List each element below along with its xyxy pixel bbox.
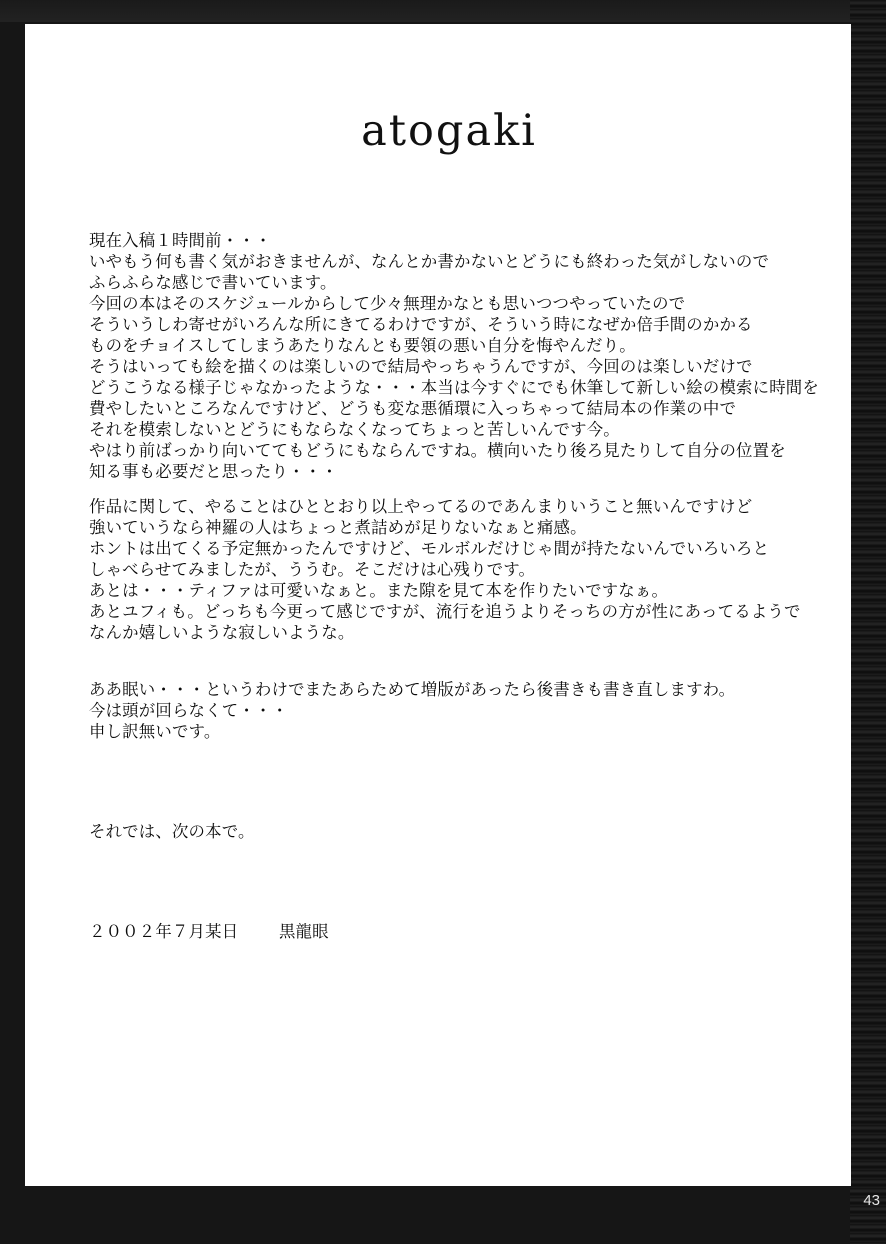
text-line: いやもう何も書く気がおきませんが、なんとか書かないとどうにも終わった気がしないので [89, 252, 770, 271]
text-line: 強いていうなら神羅の人はちょっと煮詰めが足りないなぁと痛感。 [89, 518, 587, 537]
text-line: なんか嬉しいような寂しいような。 [89, 623, 355, 642]
signature-date: ２００２年７月某日 [89, 922, 239, 941]
text-line: 今回の本はそのスケジュールからして少々無理かなとも思いつつやっていたので [89, 294, 686, 313]
text-line: やはり前ばっかり向いててもどうにもならんですね。横向いたり後ろ見たりして自分の位置を [89, 441, 786, 460]
page-title: atogaki [361, 106, 537, 156]
text-line: あとは・・・ティファは可愛いなぁと。また隙を見て本を作りたいですなぁ。 [89, 581, 669, 600]
text-line: そういうしわ寄せがいろんな所にきてるわけですが、そういう時になぜか倍手間のかかる [89, 315, 753, 334]
text-line: 知る事も必要だと思ったり・・・ [89, 462, 338, 481]
scan-border-top [0, 0, 886, 22]
text-line: しゃべらせてみましたが、ううむ。そこだけは心残りです。 [89, 560, 536, 579]
text-line: そうはいっても絵を描くのは楽しいので結局やっちゃうんですが、今回のは楽しいだけで [89, 357, 753, 376]
text-line: 費やしたいところなんですけど、どうも変な悪循環に入っちゃって結局本の作業の中で [89, 399, 737, 418]
closing-line: それでは、次の本で。 [89, 822, 255, 841]
text-line: ふらふらな感じで書いています。 [89, 273, 337, 292]
text-line: あとユフィも。どっちも今更って感じですが、流行を追うよりそっちの方が性にあってるようで [89, 602, 801, 621]
text-line: ものをチョイスしてしまうあたりなんとも要領の悪い自分を悔やんだり。 [89, 336, 636, 355]
text-line: 今は頭が回らなくて・・・ [89, 701, 289, 720]
page-number: 43 [863, 1192, 880, 1209]
text-line: 申し訳無いです。 [89, 722, 221, 741]
text-line: どうこうなる様子じゃなかったような・・・本当は今すぐにでも休筆して新しい絵の模索に時間を [89, 378, 819, 397]
text-line: ああ眠い・・・というわけでまたあらためて増版があったら後書きも書き直しますわ。 [89, 680, 736, 699]
text-line: 作品に関して、やることはひととおり以上やってるのであんまりいうこと無いんですけど [89, 497, 753, 516]
text-line: それを模索しないとどうにもならなくなってちょっと苦しいんです今。 [89, 420, 620, 439]
text-line: ホントは出てくる予定無かったんですけど、モルボルだけじゃ間が持たないんでいろいろと [89, 539, 770, 558]
signature-author: 黒龍眼 [279, 922, 329, 941]
text-line: 現在入稿１時間前・・・ [89, 231, 272, 250]
scan-border-right [850, 0, 886, 1244]
